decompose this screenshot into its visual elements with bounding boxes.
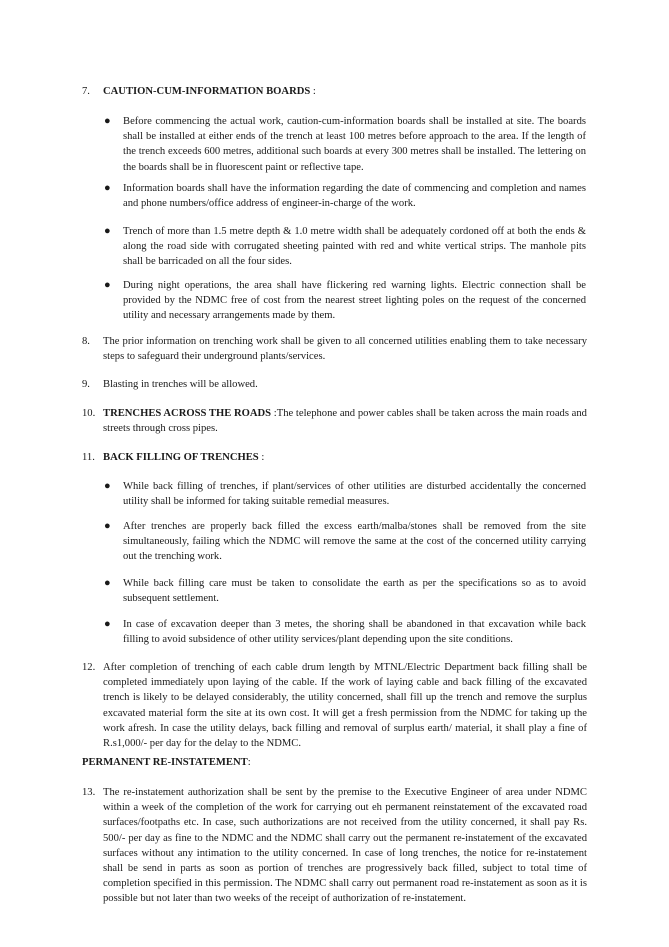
section-number: 13. [82, 787, 96, 798]
bullet-text: In case of excavation deeper than 3 metes, the shoring shall be abandoned in that excavation while back filling to avoid subsidence of other utility services/plant depending upon the site conditions. [123, 619, 586, 646]
section-8 [82, 334, 587, 364]
bullet-icon: ● [104, 520, 111, 532]
bullet-text: Before commencing the actual work, caution-cum-information boards shall be installed at site. The boards shall be installed at either ends of the trench at least 100 metres before approach to the area. If the length of the trench exceeds 600 metres, additional such boards at every 300 metres shall be installed. The lettering on the boards shall be in fluorescent paint or reflective tape. [123, 116, 586, 173]
section-text: Blasting in trenches will be allowed. [103, 379, 258, 390]
section-11-heading [82, 450, 587, 465]
section-number: 8. [82, 336, 90, 347]
bullet-icon: ● [104, 480, 111, 492]
section-number: 12. [82, 662, 96, 673]
section-number: 10. [82, 408, 96, 419]
reinstatement-heading [82, 757, 251, 768]
bullet-icon: ● [104, 225, 111, 237]
section-12 [82, 660, 587, 751]
section-text: :The telephone and power cables shall be taken across the main roads and streets through cross pipes. [103, 408, 587, 435]
list-item [104, 576, 586, 606]
list-item [104, 617, 586, 647]
list-item [104, 181, 586, 211]
section-13 [82, 785, 587, 907]
section-10 [82, 406, 587, 436]
list-item [104, 519, 586, 565]
section-heading: TRENCHES ACROSS THE ROADS [103, 408, 272, 419]
bullet-icon: ● [104, 182, 111, 194]
bullet-text: Information boards shall have the information regarding the date of commencing and completion and names and phone numbers/office address of engineer-in-charge of the work. [123, 183, 586, 210]
bullet-text: After trenches are properly back filled the excess earth/malba/stones shall be removed from the site simultaneously, failing which the NDMC will remove the same at the cost of the concerned utility carrying out the trenching work. [123, 521, 586, 563]
bullet-text: Trench of more than 1.5 metre depth & 1.0 metre width shall be adequately cordoned off at both the ends & along the road side with corrugated sheeting painted with red and white vertical strips. The manhole pits shall be barricaded on all the four sides. [123, 226, 586, 268]
list-item [104, 278, 586, 324]
list-item [104, 479, 586, 509]
section-9 [82, 377, 587, 392]
bullet-text: During night operations, the area shall have flickering red warning lights. Electric connection shall be provided by the NDMC free of cost from the nearest street lighting poles on the request of the concerned utility and necessary arrangements made by them. [123, 280, 586, 322]
bullet-text: While back filling of trenches, if plant/services of other utilities are disturbed accidentally the concerned utility shall be informed for taking suitable remedial measures. [123, 481, 586, 508]
section-heading: CAUTION-CUM-INFORMATION BOARDS [103, 86, 311, 97]
heading-suffix: : [310, 86, 316, 97]
section-heading: BACK FILLING OF TRENCHES [103, 452, 259, 463]
section-heading: PERMANENT RE-INSTATEMENT [82, 757, 248, 768]
section-number: 9. [82, 379, 90, 390]
list-item [104, 114, 586, 175]
list-item [104, 224, 586, 270]
section-text: The re-instatement authorization shall be sent by the premise to the Executive Engineer of area under NDMC within a week of the completion of the work for carrying out eh permanent reinstatement of the excavated road surfaces/footpaths etc. In case, such authorizations are not received from the utility concerned, it shall pay Rs. 500/- per day as fine to the NDMC and the NDMC shall carry out the permanent re-instatement of the excavated surfaces without any intimation to the utility concerned. In case of long trenches, the notice for re-instatement shall be send in parts as soon as portion of trenches are progressively back filled, subject to total time of completion specified in this permission. The NDMC shall carry out permanent road re-instatement as soon as it is possible but not later than two weeks of the receipt of authorization of re-instatement. [103, 787, 587, 905]
section-number: 7. [82, 86, 90, 97]
bullet-text: While back filling care must be taken to consolidate the earth as per the specifications so as to avoid subsequent settlement. [123, 578, 586, 605]
bullet-icon: ● [104, 279, 111, 291]
section-number: 11. [82, 452, 95, 463]
section-7-heading [82, 84, 587, 99]
bullet-icon: ● [104, 618, 111, 630]
section-text: The prior information on trenching work shall be given to all concerned utilities enabling them to take necessary steps to safeguard their underground plants/services. [103, 336, 587, 363]
section-text: After completion of trenching of each cable drum length by MTNL/Electric Department back filling shall be completed immediately upon laying of the cable. If the work of laying cable and back filling of the excavated trench is likely to be delayed considerably, the utility concerned, shall fill up the trench and remove the surplus excavated material form the site at its own cost. It will get a fresh permission from the NDMC for taking up the work afresh. In case the utility delays, back filling and removal of surplus earth/ material, it shall play a fine of R.s1,000/- per day for the delay to the NDMC. [103, 662, 587, 750]
heading-suffix: : [247, 757, 251, 768]
bullet-icon: ● [104, 577, 111, 589]
bullet-icon: ● [104, 115, 111, 127]
heading-suffix: : [258, 452, 265, 463]
